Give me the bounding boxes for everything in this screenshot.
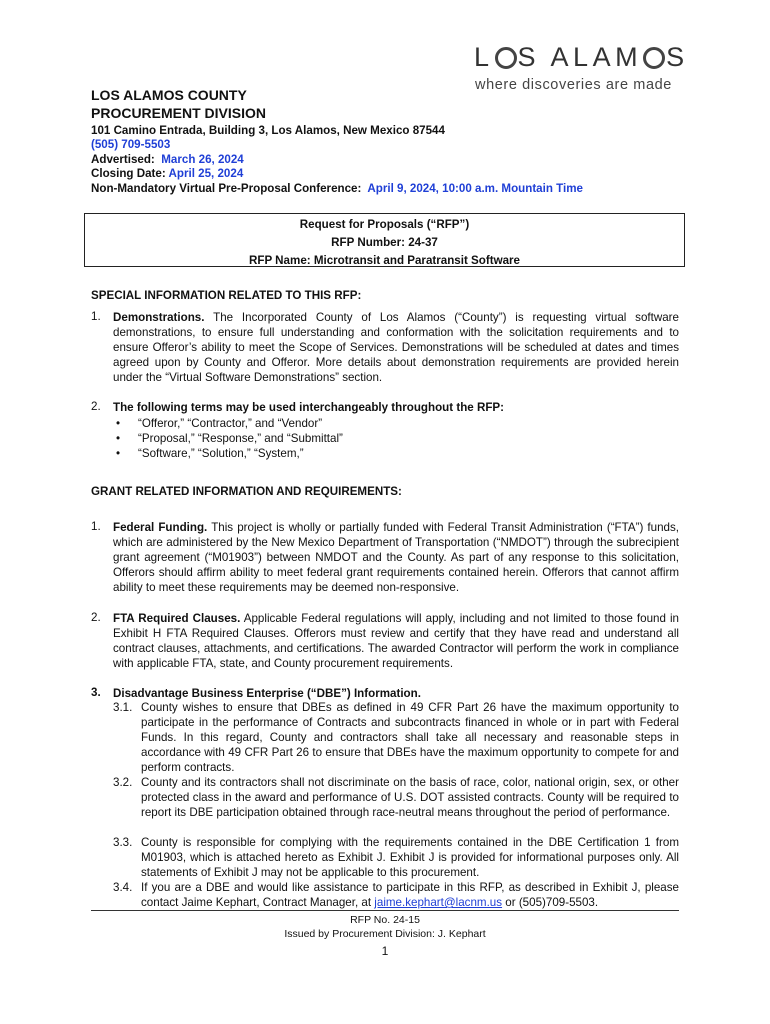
fta-clauses-text: Applicable Federal regulations will apply, including and not limited to those found in Exhibit H FTA Required Clauses. Offerors must review and certify that they have read and understand all contract clauses, attachments, and certifications. The awarded Contractor will perform the work in compliance with applicable FTA, state, and County procurement requirements. [113, 612, 679, 670]
rfp-info-box [84, 213, 685, 267]
dbe-sub-2: County and its contractors shall not discriminate on the basis of race, color, national origin, sex, or other protected class in the award and performance of U.S. DOT assisted contracts. County will be required to report its DBE participation obtained through race-neutral means throughout the period of performance. [141, 776, 679, 819]
closing-date: April 25, 2024 [168, 167, 244, 180]
dbe-sub-4-number: 3.4. [113, 881, 133, 894]
grant-item-1-number: 1. [91, 520, 101, 533]
list-item [116, 416, 676, 431]
list-item [116, 431, 676, 446]
dbe-sub-2-number: 3.2. [113, 776, 133, 789]
special-item-1-number: 1. [91, 310, 101, 323]
fta-clauses-label: FTA Required Clauses. [113, 612, 241, 625]
bullet-icon: • [116, 447, 121, 460]
advertised-line [91, 153, 244, 166]
rfp-name: RFP Name: Microtransit and Paratransit Software [248, 254, 521, 267]
special-info-heading: SPECIAL INFORMATION RELATED TO THIS RFP: [91, 289, 362, 302]
terms-item-text: “Proposal,” “Response,” and “Submittal” [138, 432, 343, 445]
special-item-2-number: 2. [91, 400, 101, 413]
grant-item-1 [113, 520, 679, 595]
footer-divider [91, 910, 679, 911]
dbe-sub-1: County wishes to ensure that DBEs as defined in 49 CFR Part 26 have the maximum opportunity to participate in the performance of Contracts and subcontracts financed in whole or in part with Federal Funds. In this regard, County and contractors shall take all necessary and reasonable steps in accordance with 49 CFR Part 26 to ensure that DBEs have the maximum opportunity to compete for and perform contracts. [141, 701, 679, 774]
advertised-date: March 26, 2024 [161, 153, 244, 166]
county-name: LOS ALAMOS COUNTY [91, 87, 247, 103]
advertised-label: Advertised: [91, 153, 155, 166]
dbe-sub-3-number: 3.3. [113, 836, 133, 849]
grant-heading: GRANT RELATED INFORMATION AND REQUIREMENTS: [91, 485, 402, 498]
federal-funding-text: This project is wholly or partially funded with Federal Transit Administration (“FTA”) funds, which are administered by the New Mexico Department of Transportation (“NMDOT”) through the subrecipient grant agreement (“M01903”) between NMDOT and the County. As part of any response to this solicitation, Offerors should affirm ability to meet federal grant requirements contained herein. Offerors that cannot affirm ability to meet these requirements may be deemed non-responsive. [113, 521, 680, 594]
demonstrations-label: Demonstrations. [113, 311, 205, 324]
closing-label: Closing Date [91, 167, 162, 180]
conference-date: April 9, 2024, 10:00 a.m. Mountain Time [367, 182, 584, 195]
los-alamos-logo [474, 42, 689, 73]
dbe-sub-1-number: 3.1. [113, 701, 133, 714]
footer-issued-by: Issued by Procurement Division: J. Kephart [284, 928, 486, 940]
division-name: PROCUREMENT DIVISION [91, 105, 267, 121]
special-item-1 [113, 310, 679, 385]
list-item [116, 446, 676, 461]
grant-item-3-number: 3. [91, 686, 101, 699]
terms-item-text: “Software,” “Solution,” “System,” [138, 447, 304, 460]
bullet-icon: • [116, 432, 121, 445]
bullet-icon: • [116, 417, 121, 430]
phone: (505) 709-5503 [91, 138, 171, 151]
dbe-sub-4 [141, 880, 679, 910]
federal-funding-label: Federal Funding. [113, 521, 208, 534]
terms-label: The following terms may be used interchangeably throughout the RFP: [113, 401, 505, 414]
logo-letter-end: S [666, 42, 689, 72]
logo-tagline: where discoveries are made [475, 77, 672, 93]
dbe-sub-3: County is responsible for complying with the requirements contained in the DBE Certification 1 from M01903, which is attached hereto as Exhibit J. Exhibit J is provided for informational purposes only. All statements of Exhibit J may not be applicable to this procurement. [141, 836, 679, 879]
dbe-label: Disadvantage Business Enterprise (“DBE”) Information. [113, 687, 421, 700]
conference-label: Non-Mandatory Virtual Pre-Proposal Conference: [91, 182, 362, 195]
logo-globe-icon-2 [643, 47, 665, 69]
contact-email-link[interactable]: jaime.kephart@lacnm.us [374, 896, 503, 909]
demonstrations-text: The Incorporated County of Los Alamos (“County”) is requesting virtual software demonstrations, to ensure full understanding and conformation with the solicitation requirements and to ensure Offeror’s ability to meet the Scope of Services. Demonstrations will be scheduled at dates and times agreed upon by County and Offeror. More details about demonstration requirements are provided herein under the “Virtual Software Demonstrations” section. [113, 311, 679, 384]
terms-item-text: “Offeror,” “Contractor,” and “Vendor” [138, 417, 323, 430]
grant-item-2 [113, 611, 679, 671]
address: 101 Camino Entrada, Building 3, Los Alamos, New Mexico 87544 [91, 124, 445, 137]
closing-line: Closing Date: April 25, 2024 [91, 167, 244, 180]
rfp-number: RFP Number: 24-37 [331, 236, 438, 249]
dbe-contact-phone: or (505)709-5503. [502, 896, 599, 909]
logo-globe-icon [495, 47, 517, 69]
special-item-2 [113, 400, 679, 415]
terms-list [116, 416, 676, 461]
page-number: 1 [381, 944, 389, 958]
logo-letters: S ALAM [517, 42, 643, 72]
rfp-title: Request for Proposals (“RFP”) [299, 218, 470, 231]
grant-item-3 [113, 686, 679, 701]
footer-rfp-number: RFP No. 24-15 [350, 914, 420, 926]
conference-line [91, 182, 583, 195]
logo-letter: L [474, 42, 494, 72]
dbe-contact-text: If you are a DBE and would like assistance to participate in this RFP, as described in Exhibit J, please contact Jaime Kephart, Contract Manager, at [141, 881, 679, 909]
grant-item-2-number: 2. [91, 611, 101, 624]
